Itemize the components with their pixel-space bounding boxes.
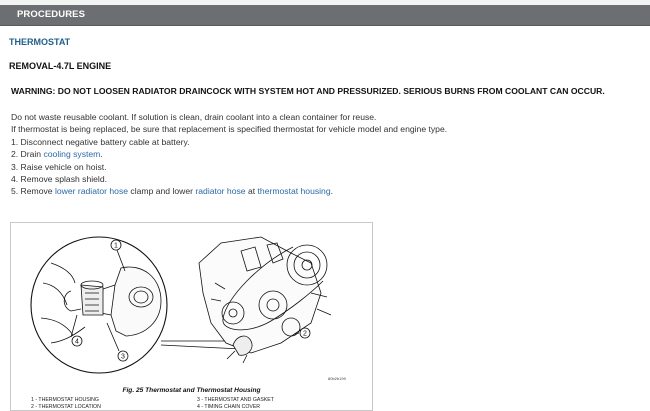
step-1: 1. Disconnect negative battery cable at battery. <box>11 136 190 147</box>
step-5-text-mid1: clamp and lower <box>128 186 196 197</box>
step-2-text: 2. Drain <box>11 149 44 160</box>
step-2 <box>11 148 447 160</box>
legend-item-3: 3 - THERMOSTAT AND GASKET <box>197 397 274 403</box>
figure-caption: Fig. 25 Thermostat and Thermostat Housing <box>122 387 261 394</box>
step-5-text: 5. Remove <box>11 186 55 197</box>
legend-item-4: 4 - TIMING CHAIN COVER <box>197 404 261 410</box>
thermostat-housing-link[interactable]: thermostat housing <box>257 186 331 197</box>
thermostat-illustration <box>11 223 372 410</box>
callout-2: 2 <box>303 330 307 338</box>
procedure-body <box>11 111 447 198</box>
cooling-system-link[interactable]: cooling system <box>43 149 101 160</box>
warning-text: WARNING: DO NOT LOOSEN RADIATOR DRAINCOCK WITH SYSTEM HOT AND PRESSURIZED. SERIOUS BURNS FROM COOLANT CAN OCCUR. <box>11 86 605 96</box>
section-title: THERMOSTAT <box>9 37 71 47</box>
radiator-hose-link[interactable]: radiator hose <box>195 186 246 197</box>
step-4: 4. Remove splash shield. <box>11 174 108 185</box>
intro-line-2: If thermostat is being replaced, be sure that replacement is specified thermostat for vehicle model and engine type. <box>11 124 448 135</box>
procedures-header <box>0 5 650 26</box>
figure-code: 80b2b199 <box>328 376 346 381</box>
step-2-end: . <box>100 149 103 160</box>
header-title: PROCEDURES <box>17 9 86 20</box>
step-3: 3. Raise vehicle on hoist. <box>11 161 107 172</box>
lower-radiator-hose-link[interactable]: lower radiator hose <box>54 186 129 197</box>
step-5-end: . <box>330 186 334 197</box>
legend-item-1: 1 - THERMOSTAT HOUSING <box>31 397 99 403</box>
callout-4: 4 <box>75 338 79 346</box>
step-5 <box>11 185 447 197</box>
callout-1: 1 <box>114 242 118 250</box>
thermostat-figure[interactable] <box>10 222 373 411</box>
step-5-text-mid2: at <box>245 186 258 197</box>
intro-line-1: Do not waste reusable coolant. If solution is clean, drain coolant into a clean container for reuse. <box>11 112 377 122</box>
procedure-subtitle: REMOVAL-4.7L ENGINE <box>9 61 112 71</box>
legend-item-2: 2 - THERMOSTAT LOCATION <box>31 404 101 410</box>
callout-3: 3 <box>121 353 125 361</box>
